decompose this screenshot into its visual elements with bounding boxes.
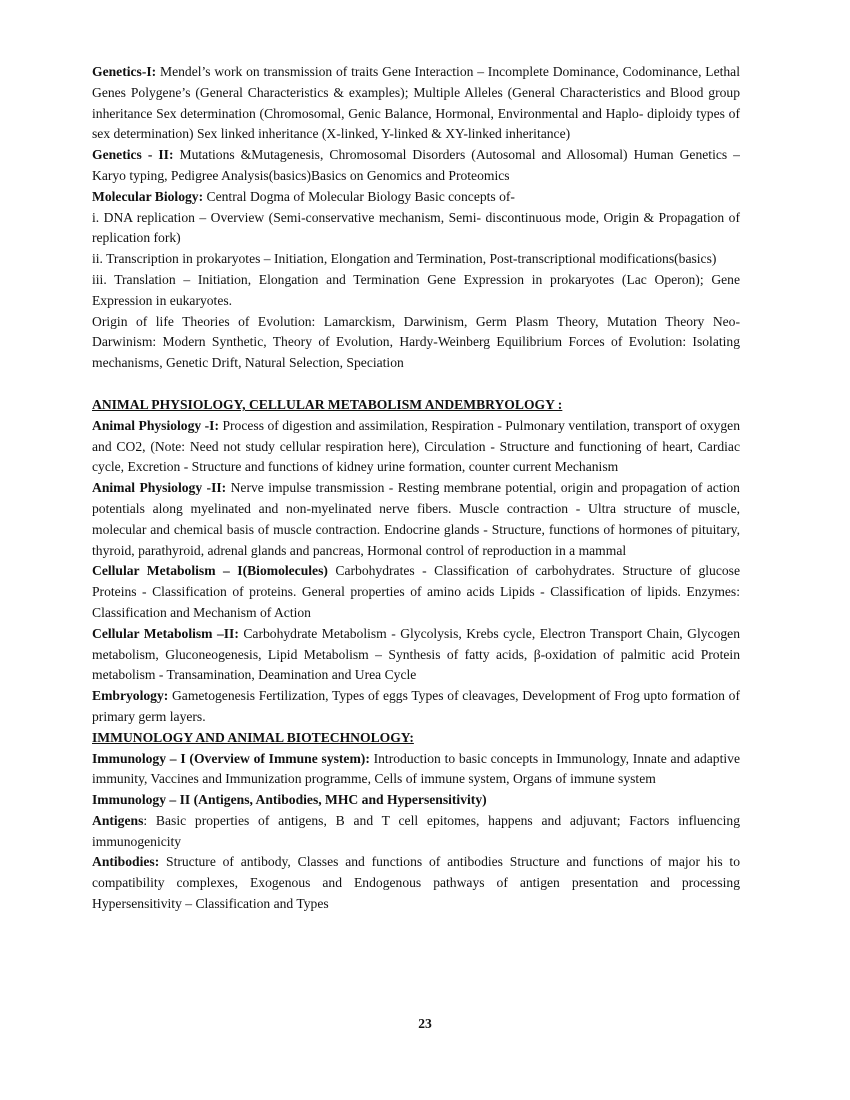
translation-item: iii. Translation – Initiation, Elongation and Termination Gene Expression in prokaryotes (Lac Operon); Gene Expression in eukaryotes. bbox=[92, 271, 740, 308]
cellular-metabolism-1-paragraph bbox=[92, 561, 740, 623]
antigens-text: : Basic properties of antigens, B and T cell epitomes, happens and adjuvant; Factors influencing immunogenicity bbox=[92, 812, 740, 849]
immunology-section-heading: IMMUNOLOGY AND ANIMAL BIOTECHNOLOGY: bbox=[92, 729, 414, 745]
genetics-2-term: Genetics - II: bbox=[92, 147, 174, 163]
section-gap bbox=[92, 374, 740, 395]
embryology-text: Gametogenesis Fertilization, Types of eggs Types of cleavages, Development of Frog upto formation of primary germ layers. bbox=[92, 688, 740, 724]
antibodies-paragraph bbox=[92, 852, 740, 914]
cellular-metabolism-1-text: Carbohydrates - Classification of carbohydrates. Structure of glucose Proteins - Classification of proteins. General properties of amino acids Lipids - Classification of lipids. Enzymes: Classification and Mechanism of Action bbox=[92, 563, 740, 620]
dna-replication-item: i. DNA replication – Overview (Semi-conservative mechanism, Semi- discontinuous mode, Origin & Propagation of replication fork) bbox=[92, 209, 740, 246]
immunology-1-term: Immunology – I (Overview of Immune system): bbox=[92, 750, 370, 766]
immunology-1-text: Introduction to basic concepts in Immunology, Innate and adaptive immunity, Vaccines and Immunization programme, Cells of immune system, Organs of immune system bbox=[92, 750, 740, 787]
antibodies-text: Structure of antibody, Classes and functions of antibodies Structure and functions of major his to compatibility complexes, Exogenous and Endogenous pathways of antigen presentation and processing Hypersensitivity – Classification and Types bbox=[92, 854, 740, 912]
page-number: 23 bbox=[418, 1016, 432, 1031]
immunology-2-subheading: Immunology – II (Antigens, Antibodies, MHC and Hypersensitivity) bbox=[92, 792, 487, 808]
embryology-paragraph bbox=[92, 686, 740, 728]
antigens-term: Antigens bbox=[92, 812, 144, 828]
cellular-metabolism-2-text: Carbohydrate Metabolism - Glycolysis, Krebs cycle, Electron Transport Chain, Glycogen metabolism, Gluconeogenesis, Lipid Metabolism – Synthesis of fatty acids, β-oxidation of palmitic acid Protein metabolism - Transamination, Deamination and Urea Cycle bbox=[92, 625, 740, 683]
animal-physiology-1-term: Animal Physiology -I: bbox=[92, 417, 220, 433]
antigens-paragraph bbox=[92, 811, 740, 853]
molecular-biology-term: Molecular Biology: bbox=[92, 188, 204, 204]
cellular-metabolism-2-paragraph bbox=[92, 624, 740, 686]
animal-physiology-1-paragraph bbox=[92, 416, 740, 478]
animal-physiology-2-text: Nerve impulse transmission - Resting membrane potential, origin and propagation of action potentials along myelinated and non-myelinated nerve fibers. Muscle contraction - Ultra structure of muscle, molecular and chemical basis of muscle contraction. Endocrine glands - Structure, functions of hormones of pituitary, thyroid, parathyroid, adrenal glands and pancreas, Hormonal control of reproduction in a mammal bbox=[92, 480, 740, 558]
antibodies-term: Antibodies: bbox=[92, 854, 160, 870]
cellular-metabolism-1-term: Cellular Metabolism – I(Biomolecules) bbox=[92, 563, 328, 579]
cellular-metabolism-2-term: Cellular Metabolism –II: bbox=[92, 625, 239, 641]
transcription-item: ii. Transcription in prokaryotes – Initiation, Elongation and Termination, Post-transcriptional modifications(basics) bbox=[92, 251, 717, 267]
animal-physiology-2-term: Animal Physiology -II: bbox=[92, 480, 227, 496]
animal-physiology-1-text: Process of digestion and assimilation, Respiration - Pulmonary ventilation, transport of oxygen and CO2, (Note: Need not study cellular respiration here), Circulation - Structure and functioning of heart, Cardiac cycle, Excretion - Structure and functions of kidney urine formation, counter current Mechanism bbox=[92, 417, 740, 475]
genetics-1-paragraph bbox=[92, 62, 740, 145]
evolution-paragraph: Origin of life Theories of Evolution: Lamarckism, Darwinism, Germ Plasm Theory, Mutation Theory Neo- Darwinism: Modern Synthetic, Theory of Evolution, Hardy-Weinberg Equilibrium Forces of Evolution: Isolating mechanisms, Genetic Drift, Natural Selection, Speciation bbox=[92, 313, 740, 371]
molecular-biology-text: Central Dogma of Molecular Biology Basic concepts of- bbox=[203, 188, 515, 204]
embryology-term: Embryology: bbox=[92, 688, 169, 704]
genetics-1-term: Genetics-I: bbox=[92, 64, 157, 79]
animal-physiology-2-paragraph bbox=[92, 478, 740, 561]
physiology-section-heading: ANIMAL PHYSIOLOGY, CELLULAR METABOLISM ANDEMBRYOLOGY : bbox=[92, 396, 563, 412]
immunology-1-paragraph bbox=[92, 749, 740, 791]
molecular-biology-paragraph bbox=[92, 187, 740, 208]
syllabus-page bbox=[92, 62, 740, 915]
genetics-1-text: Mendel’s work on transmission of traits Gene Interaction – Incomplete Dominance, Codominance, Lethal Genes Polygene’s (General Characteristics & examples); Multiple Alleles (General Characteristics and Blood group inheritance Sex determination (Chromosomal, Genic Balance, Hormonal, Environmental and Haplo- diploidy types of sex determination) Sex linked inheritance (X-linked, Y-linked & XY-linked inheritance) bbox=[92, 64, 740, 142]
genetics-2-text: Mutations &Mutagenesis, Chromosomal Disorders (Autosomal and Allosomal) Human Genetics – Karyo typing, Pedigree Analysis(basics)Basics on Genomics and Proteomics bbox=[92, 147, 740, 183]
genetics-2-paragraph bbox=[92, 145, 740, 187]
